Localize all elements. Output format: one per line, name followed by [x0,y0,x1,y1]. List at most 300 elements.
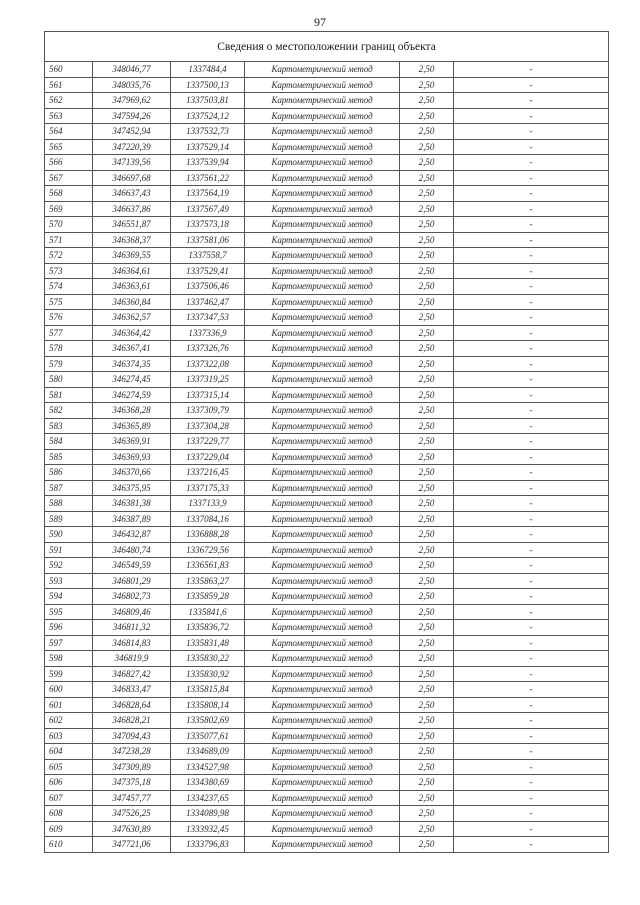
cell-point-number: 584 [45,434,93,450]
cell-coord-x: 347594,26 [93,108,171,124]
cell-description: - [454,465,609,481]
cell-description: - [454,806,609,822]
cell-coord-y: 1337315,14 [171,387,245,403]
cell-method: Картометрический метод [245,108,400,124]
cell-point-number: 601 [45,697,93,713]
cell-method: Картометрический метод [245,434,400,450]
cell-accuracy: 2,50 [400,465,454,481]
table-row [45,108,609,124]
table-row [45,806,609,822]
table-row [45,434,609,450]
cell-accuracy: 2,50 [400,511,454,527]
cell-coord-x: 348035,76 [93,77,171,93]
cell-method: Картометрический метод [245,573,400,589]
cell-method: Картометрический метод [245,217,400,233]
cell-point-number: 589 [45,511,93,527]
cell-method: Картометрический метод [245,775,400,791]
table-row [45,713,609,729]
cell-coord-x: 347630,89 [93,821,171,837]
boundary-coordinates-table [44,31,609,853]
cell-accuracy: 2,50 [400,821,454,837]
cell-accuracy: 2,50 [400,759,454,775]
cell-coord-y: 1337581,06 [171,232,245,248]
cell-coord-y: 1336561,83 [171,558,245,574]
cell-description: - [454,310,609,326]
cell-coord-y: 1337503,81 [171,93,245,109]
cell-point-number: 582 [45,403,93,419]
cell-accuracy: 2,50 [400,589,454,605]
cell-coord-x: 346387,89 [93,511,171,527]
table-row [45,403,609,419]
cell-coord-x: 346274,45 [93,372,171,388]
cell-method: Картометрический метод [245,542,400,558]
cell-accuracy: 2,50 [400,620,454,636]
cell-method: Картометрический метод [245,232,400,248]
cell-point-number: 600 [45,682,93,698]
cell-method: Картометрический метод [245,77,400,93]
cell-description: - [454,527,609,543]
cell-point-number: 610 [45,837,93,853]
cell-method: Картометрический метод [245,387,400,403]
cell-point-number: 608 [45,806,93,822]
cell-coord-y: 1337322,08 [171,356,245,372]
cell-accuracy: 2,50 [400,124,454,140]
cell-accuracy: 2,50 [400,666,454,682]
cell-accuracy: 2,50 [400,449,454,465]
table-row [45,604,609,620]
cell-coord-y: 1337309,79 [171,403,245,419]
cell-method: Картометрический метод [245,511,400,527]
cell-method: Картометрический метод [245,139,400,155]
cell-point-number: 599 [45,666,93,682]
cell-point-number: 567 [45,170,93,186]
cell-description: - [454,434,609,450]
cell-coord-x: 347220,39 [93,139,171,155]
table-row [45,77,609,93]
cell-description: - [454,201,609,217]
cell-description: - [454,682,609,698]
cell-coord-y: 1335863,27 [171,573,245,589]
cell-point-number: 578 [45,341,93,357]
cell-description: - [454,186,609,202]
cell-accuracy: 2,50 [400,604,454,620]
cell-coord-y: 1337539,94 [171,155,245,171]
cell-point-number: 607 [45,790,93,806]
cell-coord-y: 1337336,9 [171,325,245,341]
cell-accuracy: 2,50 [400,186,454,202]
cell-coord-y: 1337500,13 [171,77,245,93]
cell-description: - [454,713,609,729]
cell-point-number: 571 [45,232,93,248]
cell-coord-y: 1334089,98 [171,806,245,822]
cell-description: - [454,651,609,667]
cell-coord-x: 347457,77 [93,790,171,806]
cell-point-number: 573 [45,263,93,279]
cell-coord-x: 346549,59 [93,558,171,574]
cell-coord-y: 1335802,69 [171,713,245,729]
table-title: Сведения о местоположении границ объекта [45,32,609,62]
cell-coord-x: 347969,62 [93,93,171,109]
table-row [45,62,609,78]
cell-coord-x: 346828,21 [93,713,171,729]
cell-coord-y: 1335830,92 [171,666,245,682]
cell-coord-y: 1337462,47 [171,294,245,310]
cell-point-number: 588 [45,496,93,512]
cell-accuracy: 2,50 [400,527,454,543]
cell-coord-x: 346375,95 [93,480,171,496]
cell-description: - [454,837,609,853]
cell-point-number: 576 [45,310,93,326]
cell-method: Картометрический метод [245,604,400,620]
cell-coord-x: 346819,9 [93,651,171,667]
cell-method: Картометрический метод [245,697,400,713]
cell-point-number: 565 [45,139,93,155]
cell-method: Картометрический метод [245,124,400,140]
cell-point-number: 596 [45,620,93,636]
cell-coord-y: 1333796,83 [171,837,245,853]
cell-coord-x: 346360,84 [93,294,171,310]
cell-description: - [454,573,609,589]
cell-coord-x: 346802,73 [93,589,171,605]
cell-accuracy: 2,50 [400,418,454,434]
cell-coord-y: 1337529,41 [171,263,245,279]
cell-accuracy: 2,50 [400,77,454,93]
cell-accuracy: 2,50 [400,139,454,155]
cell-method: Картометрический метод [245,201,400,217]
cell-method: Картометрический метод [245,170,400,186]
cell-point-number: 574 [45,279,93,295]
cell-coord-x: 346370,66 [93,465,171,481]
table-row [45,418,609,434]
cell-accuracy: 2,50 [400,837,454,853]
cell-coord-y: 1337229,77 [171,434,245,450]
cell-method: Картометрический метод [245,418,400,434]
cell-coord-x: 346364,42 [93,325,171,341]
cell-accuracy: 2,50 [400,201,454,217]
cell-coord-y: 1337133,9 [171,496,245,512]
cell-coord-x: 346828,64 [93,697,171,713]
table-row [45,248,609,264]
cell-point-number: 590 [45,527,93,543]
cell-description: - [454,217,609,233]
cell-method: Картометрический метод [245,682,400,698]
table-row [45,279,609,295]
cell-method: Картометрический метод [245,744,400,760]
cell-coord-x: 346367,41 [93,341,171,357]
cell-description: - [454,480,609,496]
cell-point-number: 568 [45,186,93,202]
cell-accuracy: 2,50 [400,108,454,124]
cell-coord-y: 1337573,18 [171,217,245,233]
table-row [45,372,609,388]
cell-accuracy: 2,50 [400,217,454,233]
cell-accuracy: 2,50 [400,155,454,171]
table-row [45,93,609,109]
cell-point-number: 572 [45,248,93,264]
cell-description: - [454,372,609,388]
cell-coord-y: 1335841,6 [171,604,245,620]
cell-accuracy: 2,50 [400,372,454,388]
cell-accuracy: 2,50 [400,341,454,357]
cell-coord-x: 347309,89 [93,759,171,775]
cell-coord-x: 347375,18 [93,775,171,791]
cell-coord-x: 346381,38 [93,496,171,512]
cell-coord-y: 1335859,28 [171,589,245,605]
cell-point-number: 581 [45,387,93,403]
cell-accuracy: 2,50 [400,635,454,651]
cell-description: - [454,248,609,264]
table-row [45,232,609,248]
cell-coord-x: 348046,77 [93,62,171,78]
cell-description: - [454,759,609,775]
cell-accuracy: 2,50 [400,263,454,279]
cell-point-number: 605 [45,759,93,775]
table-row [45,759,609,775]
cell-coord-y: 1337084,16 [171,511,245,527]
cell-coord-x: 346363,61 [93,279,171,295]
cell-accuracy: 2,50 [400,542,454,558]
cell-point-number: 563 [45,108,93,124]
cell-description: - [454,821,609,837]
table-row [45,728,609,744]
boundary-table-container [44,31,608,853]
cell-point-number: 602 [45,713,93,729]
cell-coord-y: 1337229,04 [171,449,245,465]
table-row [45,821,609,837]
cell-coord-y: 1337347,53 [171,310,245,326]
cell-coord-y: 1334689,09 [171,744,245,760]
cell-method: Картометрический метод [245,759,400,775]
cell-accuracy: 2,50 [400,248,454,264]
cell-accuracy: 2,50 [400,480,454,496]
cell-accuracy: 2,50 [400,62,454,78]
cell-coord-y: 1337484,4 [171,62,245,78]
cell-coord-x: 346369,55 [93,248,171,264]
cell-description: - [454,589,609,605]
cell-point-number: 561 [45,77,93,93]
cell-coord-y: 1337529,14 [171,139,245,155]
table-row [45,170,609,186]
cell-description: - [454,294,609,310]
cell-coord-x: 346365,89 [93,418,171,434]
cell-point-number: 580 [45,372,93,388]
cell-method: Картометрический метод [245,310,400,326]
cell-method: Картометрический метод [245,279,400,295]
cell-coord-y: 1333932,45 [171,821,245,837]
table-row [45,666,609,682]
table-row [45,387,609,403]
cell-coord-x: 346368,28 [93,403,171,419]
cell-coord-y: 1335836,72 [171,620,245,636]
cell-method: Картометрический метод [245,449,400,465]
cell-accuracy: 2,50 [400,294,454,310]
cell-accuracy: 2,50 [400,387,454,403]
cell-method: Картометрический метод [245,465,400,481]
table-row [45,558,609,574]
cell-coord-x: 346362,57 [93,310,171,326]
table-row [45,263,609,279]
cell-point-number: 592 [45,558,93,574]
cell-description: - [454,418,609,434]
cell-description: - [454,139,609,155]
table-row [45,744,609,760]
cell-accuracy: 2,50 [400,496,454,512]
cell-method: Картометрический метод [245,248,400,264]
cell-method: Картометрический метод [245,496,400,512]
table-row [45,589,609,605]
cell-accuracy: 2,50 [400,744,454,760]
cell-description: - [454,403,609,419]
cell-accuracy: 2,50 [400,310,454,326]
cell-method: Картометрический метод [245,651,400,667]
cell-method: Картометрический метод [245,186,400,202]
cell-coord-y: 1337524,12 [171,108,245,124]
cell-coord-y: 1337175,33 [171,480,245,496]
cell-coord-y: 1334380,69 [171,775,245,791]
cell-point-number: 577 [45,325,93,341]
cell-point-number: 606 [45,775,93,791]
cell-coord-x: 347721,06 [93,837,171,853]
table-row [45,527,609,543]
table-row [45,310,609,326]
table-row [45,201,609,217]
table-row [45,217,609,233]
cell-description: - [454,62,609,78]
cell-coord-x: 346369,91 [93,434,171,450]
cell-coord-y: 1335831,48 [171,635,245,651]
cell-description: - [454,697,609,713]
cell-accuracy: 2,50 [400,356,454,372]
cell-method: Картометрический метод [245,294,400,310]
cell-coord-y: 1337506,46 [171,279,245,295]
cell-point-number: 591 [45,542,93,558]
cell-description: - [454,635,609,651]
cell-method: Картометрический метод [245,821,400,837]
cell-description: - [454,604,609,620]
cell-coord-y: 1337558,7 [171,248,245,264]
cell-coord-x: 347238,28 [93,744,171,760]
cell-accuracy: 2,50 [400,170,454,186]
table-row [45,341,609,357]
table-row [45,139,609,155]
cell-accuracy: 2,50 [400,713,454,729]
cell-description: - [454,620,609,636]
cell-description: - [454,744,609,760]
cell-coord-y: 1337532,73 [171,124,245,140]
cell-coord-y: 1335808,14 [171,697,245,713]
cell-description: - [454,496,609,512]
cell-coord-y: 1335815,84 [171,682,245,698]
table-row [45,356,609,372]
cell-coord-y: 1334237,65 [171,790,245,806]
cell-method: Картометрический метод [245,341,400,357]
cell-accuracy: 2,50 [400,775,454,791]
cell-coord-x: 346368,37 [93,232,171,248]
cell-coord-x: 346551,87 [93,217,171,233]
cell-coord-x: 346637,86 [93,201,171,217]
cell-description: - [454,511,609,527]
table-row [45,325,609,341]
cell-coord-x: 346374,35 [93,356,171,372]
cell-coord-x: 347139,56 [93,155,171,171]
cell-coord-x: 346364,61 [93,263,171,279]
table-row [45,697,609,713]
cell-description: - [454,232,609,248]
cell-method: Картометрический метод [245,263,400,279]
cell-method: Картометрический метод [245,356,400,372]
cell-description: - [454,356,609,372]
cell-method: Картометрический метод [245,728,400,744]
cell-coord-x: 346274,59 [93,387,171,403]
cell-accuracy: 2,50 [400,573,454,589]
table-row [45,449,609,465]
cell-description: - [454,542,609,558]
cell-point-number: 564 [45,124,93,140]
cell-coord-x: 346637,43 [93,186,171,202]
cell-coord-x: 346432,87 [93,527,171,543]
cell-method: Картометрический метод [245,635,400,651]
cell-accuracy: 2,50 [400,93,454,109]
cell-description: - [454,325,609,341]
cell-accuracy: 2,50 [400,806,454,822]
cell-description: - [454,77,609,93]
cell-point-number: 598 [45,651,93,667]
cell-description: - [454,775,609,791]
table-row [45,682,609,698]
cell-description: - [454,93,609,109]
cell-coord-y: 1335077,61 [171,728,245,744]
cell-method: Картометрический метод [245,790,400,806]
cell-coord-y: 1337326,76 [171,341,245,357]
cell-accuracy: 2,50 [400,434,454,450]
cell-accuracy: 2,50 [400,403,454,419]
cell-method: Картометрический метод [245,527,400,543]
cell-coord-y: 1337561,22 [171,170,245,186]
cell-point-number: 586 [45,465,93,481]
cell-description: - [454,387,609,403]
cell-coord-y: 1337319,25 [171,372,245,388]
cell-point-number: 562 [45,93,93,109]
cell-coord-x: 347452,94 [93,124,171,140]
cell-method: Картометрический метод [245,93,400,109]
cell-description: - [454,666,609,682]
cell-point-number: 585 [45,449,93,465]
cell-point-number: 587 [45,480,93,496]
cell-description: - [454,449,609,465]
table-row [45,124,609,140]
cell-point-number: 583 [45,418,93,434]
cell-coord-x: 347094,43 [93,728,171,744]
cell-point-number: 593 [45,573,93,589]
cell-description: - [454,155,609,171]
cell-coord-x: 346809,46 [93,604,171,620]
cell-coord-x: 346480,74 [93,542,171,558]
cell-point-number: 597 [45,635,93,651]
cell-method: Картометрический метод [245,62,400,78]
cell-description: - [454,728,609,744]
cell-description: - [454,108,609,124]
cell-point-number: 609 [45,821,93,837]
table-row [45,651,609,667]
cell-accuracy: 2,50 [400,682,454,698]
cell-description: - [454,790,609,806]
table-row [45,635,609,651]
table-body [45,62,609,853]
table-row [45,511,609,527]
cell-description: - [454,170,609,186]
cell-point-number: 594 [45,589,93,605]
page-number: 97 [314,15,326,29]
